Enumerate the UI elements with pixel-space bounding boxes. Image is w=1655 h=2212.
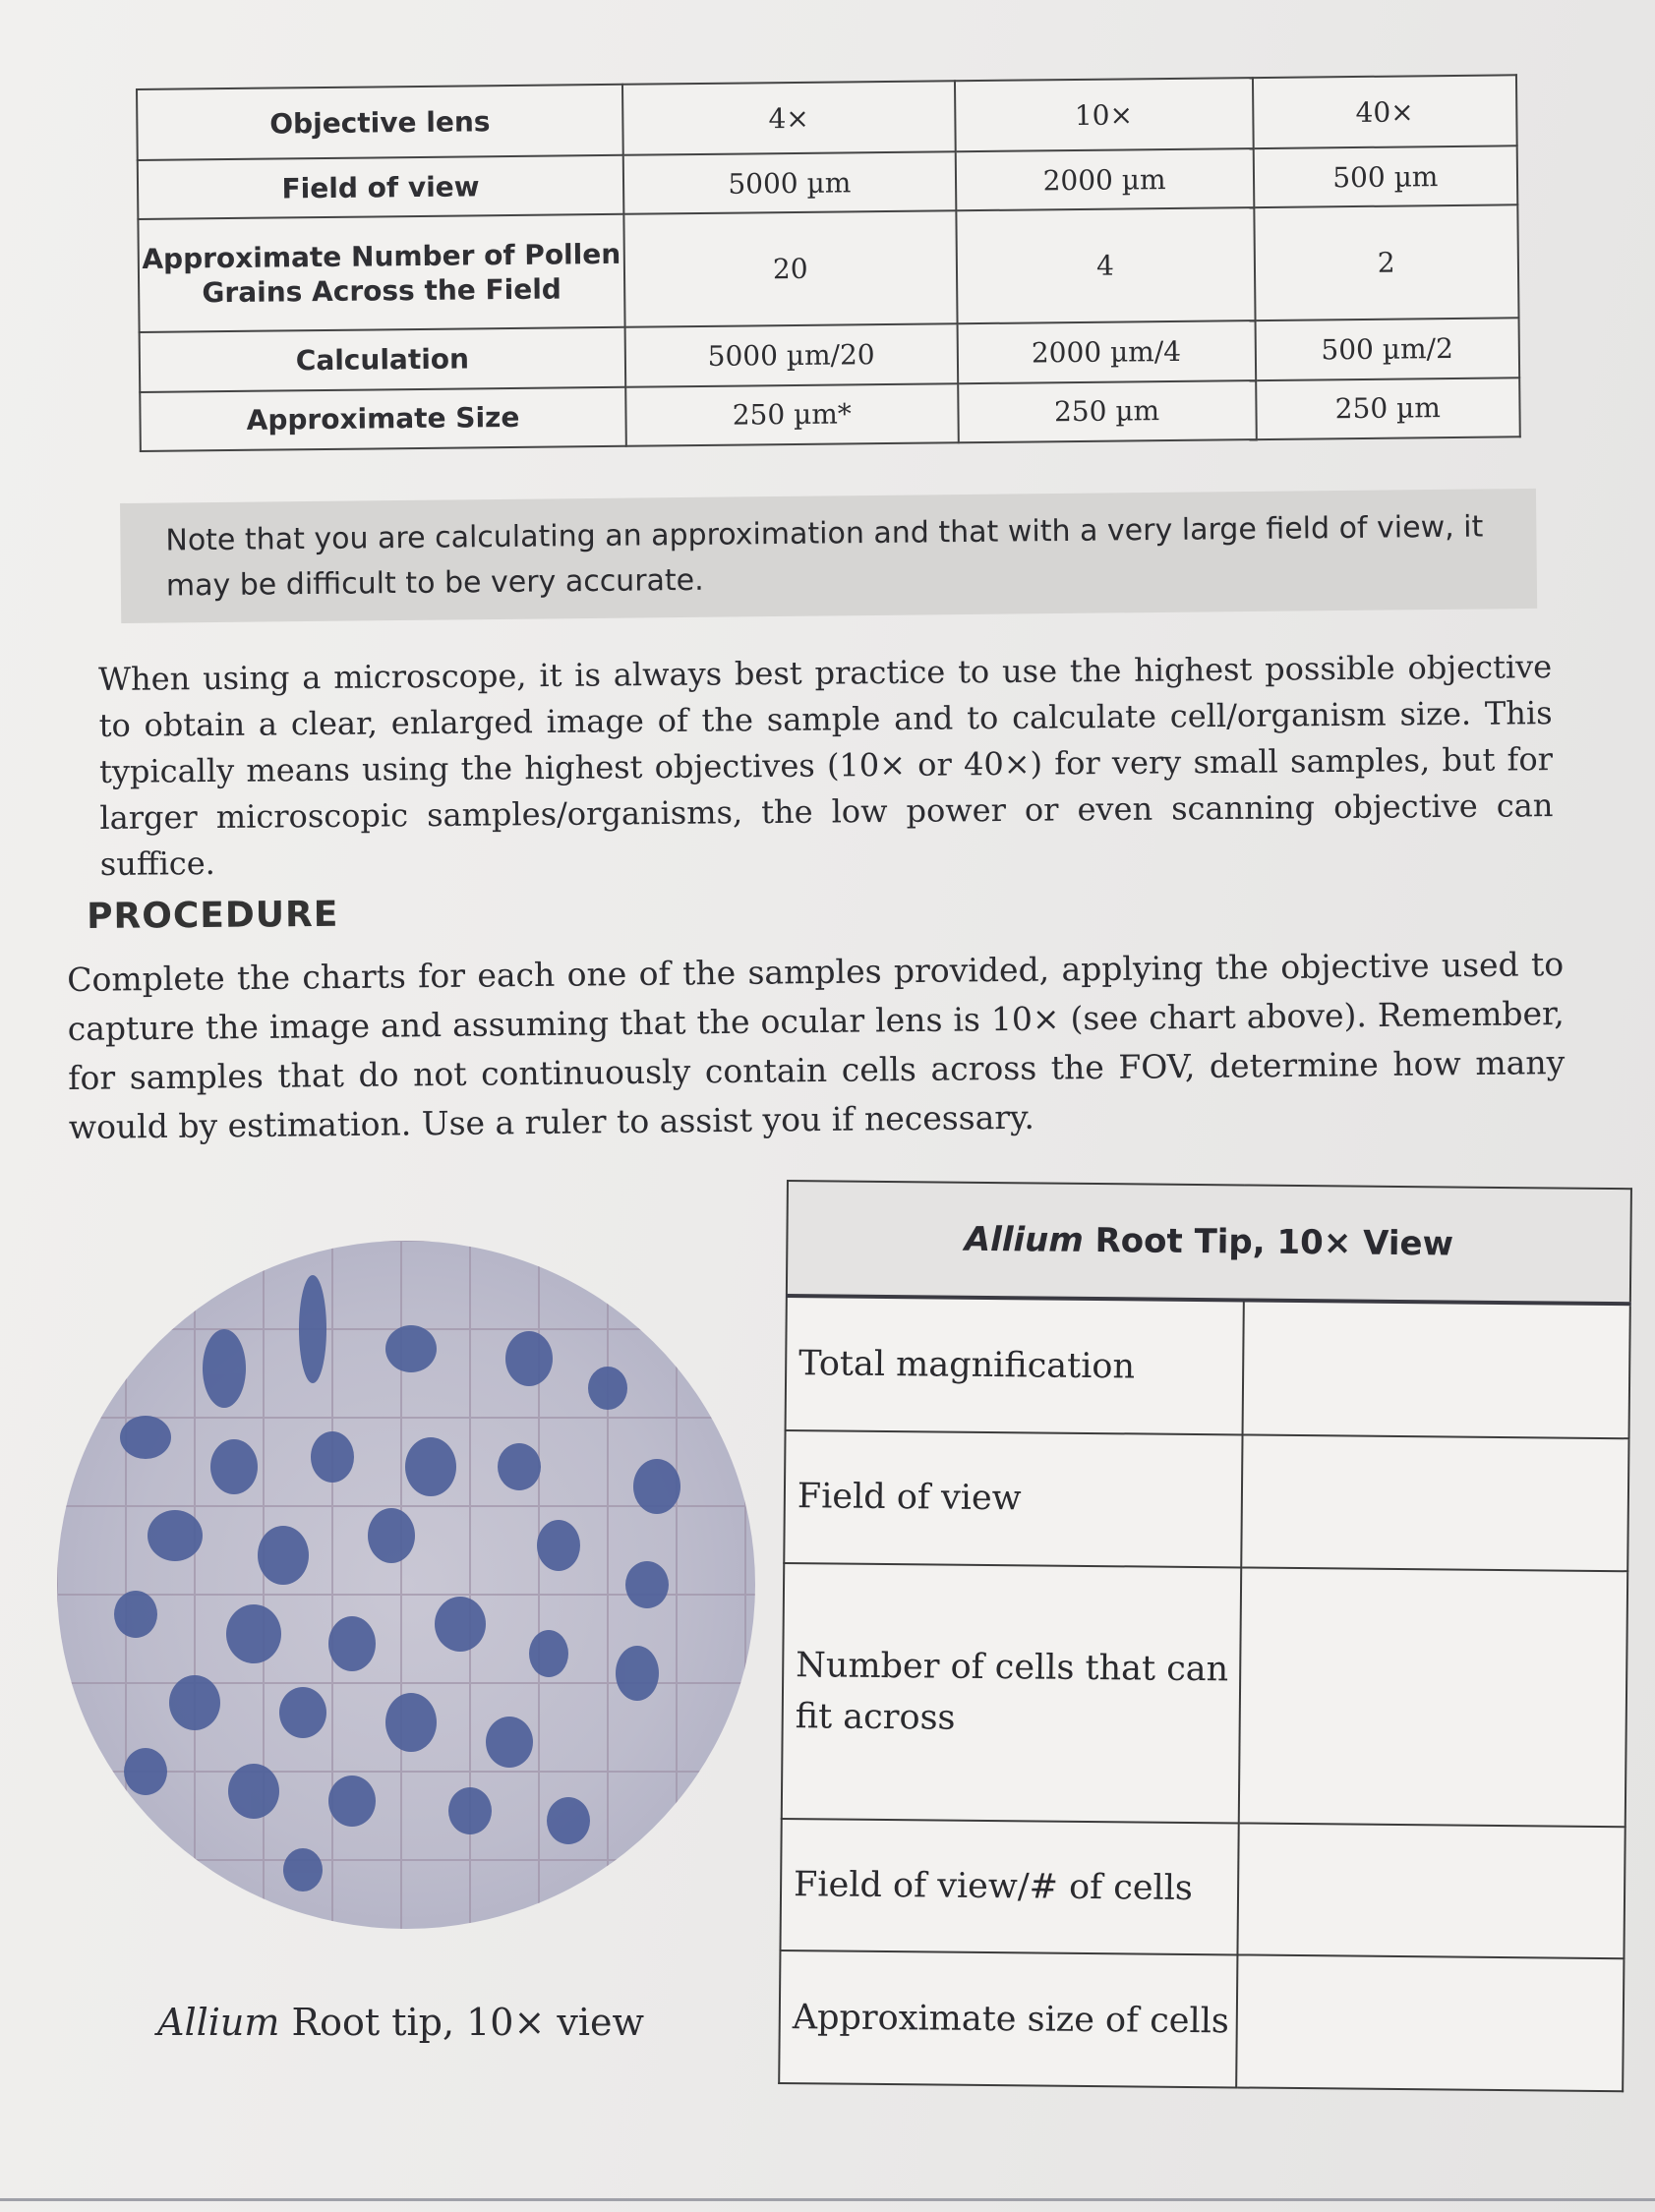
- table-row: [786, 1296, 1630, 1438]
- figure-caption: [157, 2001, 644, 2044]
- answer-cell[interactable]: [1241, 1435, 1628, 1571]
- allium-root-tip-table: [778, 1180, 1632, 2092]
- row-label: Objective lens: [137, 85, 623, 160]
- table-header-row: [787, 1181, 1631, 1304]
- table-cell: 500 µm/2: [1255, 318, 1519, 379]
- title-text: Root Tip, 10× View: [1083, 1220, 1454, 1264]
- answer-cell[interactable]: [1243, 1300, 1630, 1438]
- table-cell: 250 µm: [1256, 378, 1520, 439]
- row-label: Approximate size of cells: [779, 1950, 1237, 2087]
- row-label: Approximate Size: [140, 386, 626, 451]
- allium-root-micrograph: [57, 1241, 755, 1929]
- objective-lens-table: [136, 74, 1521, 452]
- table-cell: 4: [956, 208, 1255, 324]
- row-label: Calculation: [140, 327, 626, 392]
- table-cell: 5000 µm: [623, 151, 956, 214]
- procedure-heading: PROCEDURE: [87, 894, 339, 937]
- table-cell: 500 µm: [1253, 146, 1517, 207]
- answer-cell[interactable]: [1236, 1955, 1624, 2092]
- table-row: [780, 1819, 1625, 1959]
- table-row: [138, 205, 1518, 332]
- row-label: Field of view/# of cells: [780, 1819, 1238, 1955]
- table-cell: 5000 µm/20: [625, 323, 958, 386]
- table-cell: 2000 µm: [955, 148, 1254, 211]
- intro-paragraph: When using a microscope, it is always best practice to use the highest possible objective to obtain a clear, enlarged image of the sample and to calculate cell/organism size. This typically means using the highest objectives (10× or 40×) for very small samples, but for larger microscopic samples/organisms, the low power or even scanning objective can suffice.: [98, 648, 1554, 883]
- title-genus: Allium: [964, 1219, 1084, 1260]
- answer-cell[interactable]: [1237, 1823, 1625, 1958]
- procedure-text: Complete the charts for each one of the samples provided, applying the objective used to capture the image and assuming that the ocular lens is 10× (see chart above). Remember, for samples that do not continuously contain cells across the FOV, determine how many would by estimation. Use a ruler to assist you if necessary.: [67, 945, 1566, 1146]
- table-row: [782, 1563, 1627, 1827]
- table-cell: 20: [623, 211, 957, 327]
- row-label: Total magnification: [786, 1296, 1244, 1435]
- table-cell: 10×: [955, 78, 1254, 151]
- row-label: Number of cells that can fit across: [782, 1563, 1241, 1823]
- table-cell: 2000 µm/4: [957, 320, 1256, 383]
- table-row: [784, 1430, 1628, 1571]
- note-box: Note that you are calculating an approximation and that with a very large field of view, it may be difficult to be very accurate.: [120, 489, 1537, 623]
- table-cell: 2: [1254, 205, 1519, 320]
- row-label: Field of view: [138, 155, 624, 220]
- page-edge: [0, 2198, 1655, 2201]
- table-cell: 250 µm: [958, 380, 1257, 443]
- table-cell: 4×: [622, 81, 955, 155]
- row-label: Field of view: [784, 1430, 1242, 1567]
- row-label: Approximate Number of Pollen Grains Across the Field: [138, 214, 624, 332]
- table-row: [779, 1950, 1624, 2091]
- table-cell: 40×: [1253, 75, 1517, 148]
- answer-cell[interactable]: [1239, 1567, 1627, 1827]
- caption-genus: Allium: [157, 2001, 280, 2044]
- table-cell: 250 µm*: [625, 383, 958, 446]
- table-title: [787, 1181, 1631, 1304]
- caption-text: Root tip, 10× view: [279, 2001, 645, 2044]
